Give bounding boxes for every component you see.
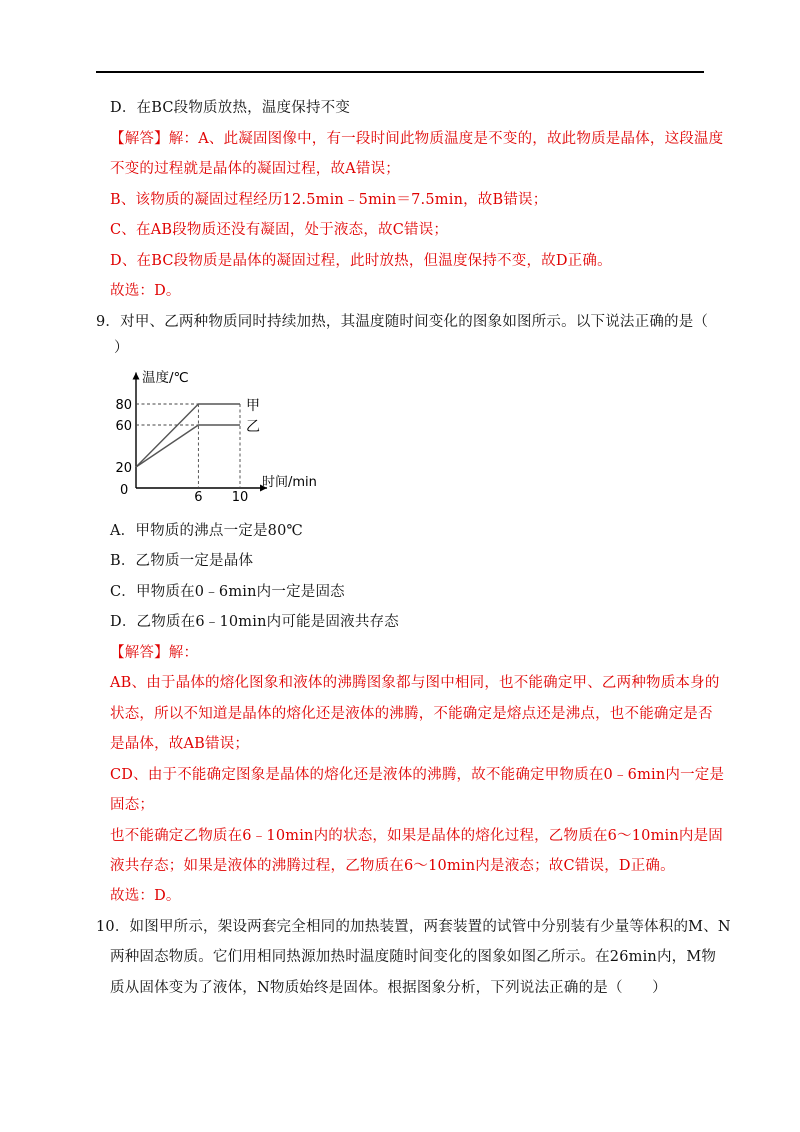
x-tick-label-10: 10 bbox=[231, 490, 249, 502]
y-tick-label-80: 80 bbox=[115, 398, 132, 413]
q8-option-d: D．在BC段物质放热，温度保持不变 bbox=[110, 100, 351, 116]
y-tick-label-60: 60 bbox=[115, 419, 132, 434]
q8-answer-d: D、在BC段物质是晶体的凝固过程，此时放热，但温度保持不变，故D正确。 bbox=[110, 253, 612, 269]
q9-option-a: A．甲物质的沸点一定是80℃ bbox=[110, 523, 303, 539]
series-line-1 bbox=[136, 404, 240, 467]
q9-ab-line3: 是晶体，故AB错误； bbox=[110, 736, 250, 752]
series-line-2 bbox=[136, 425, 240, 467]
q9-option-d: D．乙物质在6﹣10min内可能是固液共存态 bbox=[110, 614, 399, 630]
series-label-2: 乙 bbox=[246, 419, 260, 435]
q9-cd-line4: 液共存态；如果是液体的沸腾过程，乙物质在6～10min内是液态；故C错误，D正确。 bbox=[110, 858, 675, 874]
y-tick-label-20: 20 bbox=[115, 461, 132, 476]
header-rule bbox=[96, 71, 704, 73]
q8-answer-c: C、在AB段物质还没有凝固，处于液态，故C错误； bbox=[110, 222, 449, 238]
q9-answer-label: 【解答】解： bbox=[110, 645, 199, 661]
q9-ab-line1: AB、由于晶体的熔化图象和液体的沸腾图象都与图中相同，也不能确定甲、乙两种物质本身的 bbox=[110, 675, 720, 691]
q9-cd-line2: 固态； bbox=[110, 797, 155, 813]
series-label-1: 甲 bbox=[246, 398, 260, 414]
x-axis-label: 时间/min bbox=[262, 475, 317, 490]
y-axis-label: 温度/℃ bbox=[142, 370, 189, 386]
q9-option-c: C．甲物质在0﹣6min内一定是固态 bbox=[110, 584, 345, 600]
y-axis-arrow bbox=[133, 373, 140, 380]
q8-answer-b: B、该物质的凝固过程经历12.5min﹣5min＝7.5min，故B错误； bbox=[110, 192, 548, 208]
temperature-time-chart bbox=[110, 362, 340, 502]
q10-stem-line3: 质从固体变为了液体，N物质始终是固体。根据图象分析，下列说法正确的是（ ） bbox=[110, 980, 667, 996]
q8-answer-line2: 不变的过程就是晶体的凝固过程，故A错误； bbox=[110, 161, 400, 177]
x-tick-label-6: 6 bbox=[194, 490, 203, 502]
q10-stem-line2: 两种固态物质。它们用相同热源加热时温度随时间变化的图象如图乙所示。在26min内，M物 bbox=[110, 949, 717, 965]
q9-choice: 故选：D。 bbox=[110, 888, 181, 904]
q8-answer-line1: 【解答】解：A、此凝固图像中，有一段时间此物质温度是不变的，故此物质是晶体，这段温度 bbox=[110, 131, 724, 147]
q8-choice: 故选：D。 bbox=[110, 283, 181, 299]
q9-option-b: B．乙物质一定是晶体 bbox=[110, 553, 254, 569]
q9-ab-line2: 状态，所以不知道是晶体的熔化还是液体的沸腾，不能确定是熔点还是沸点，也不能确定是否 bbox=[110, 706, 713, 722]
origin-label: 0 bbox=[120, 483, 129, 498]
q9-cd-line3: 也不能确定乙物质在6﹣10min内的状态，如果是晶体的熔化过程，乙物质在6～10min内是固 bbox=[110, 828, 723, 844]
q10-stem-line1: 10．如图甲所示，架设两套完全相同的加热装置，两套装置的试管中分别装有少量等体积的M、N bbox=[96, 919, 731, 935]
q9-stem-line2: ） bbox=[114, 340, 129, 356]
q9-stem-line1: 9．对甲、乙两种物质同时持续加热，其温度随时间变化的图象如图所示。以下说法正确的是（ bbox=[96, 314, 709, 330]
q9-cd-line1: CD、由于不能确定图象是晶体的熔化还是液体的沸腾，故不能确定甲物质在0﹣6min内一定是 bbox=[110, 767, 725, 783]
